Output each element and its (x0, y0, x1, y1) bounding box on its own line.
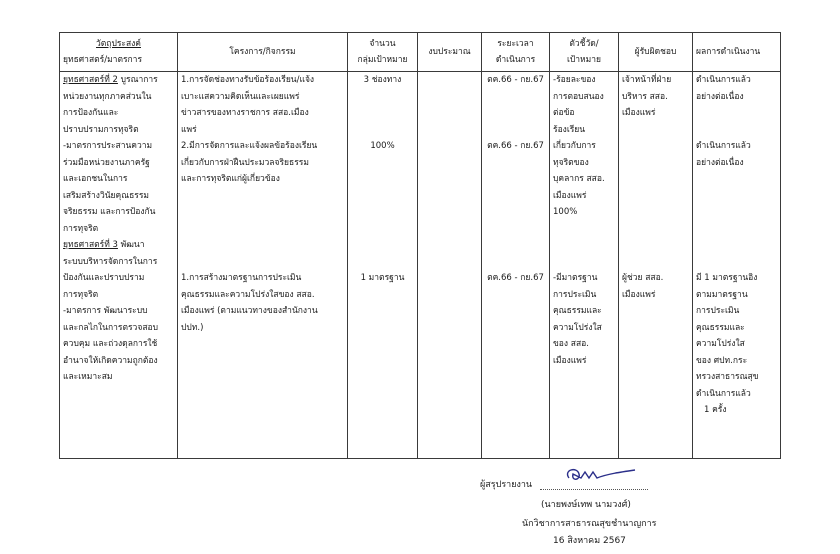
quantity-cell: 3 ช่องทาง 100% 1 มาตรฐาน (348, 72, 418, 459)
header-project: โครงการ/กิจกรรม (178, 33, 348, 72)
signature-mark (557, 464, 637, 490)
reporter-label: ผู้สรุปรายงาน (480, 480, 533, 490)
reporter-position: นักวิชาการสาธารณสุขชำนาญการ (522, 519, 657, 529)
header-indicator: ตัวชี้วัด/ เป้าหมาย (550, 33, 619, 72)
header-strategy (60, 33, 178, 72)
report-date: 16 สิงหาคม 2567 (553, 536, 626, 546)
reporter-name: (นายพงษ์เทพ นามวงศ์) (541, 500, 631, 510)
result-cell: ดำเนินการแล้ว อย่างต่อเนื่อง ดำเนินการแล้ว อย่างต่อเนื่อง มี 1 มาตรฐานอิง ตามมาตรฐาน การประเมิน คุณธรรมและ ความโปร่งใส ของ ศปท.กระ ทรวงสาธารณสุข ดำเนินการแล้ว 1 ครั้ง (693, 72, 781, 459)
header-strategy-label: ยุทธศาสตร์/มาตรการ (63, 55, 143, 65)
header-result: ผลการดำเนินงาน (693, 33, 781, 72)
table-row (60, 72, 781, 459)
strategy-3-title: ยุทธศาสตร์ที่ 3 (63, 240, 118, 250)
strategy-cell: ยุทธศาสตร์ที่ 2 บูรณาการ หน่วยงานทุกภาคส่วนใน การป้องกันและ ปราบปรามการทุจริต -มาตรการประสานความ ร่วมมือหน่วยงานภาครัฐ และเอกชนในการ เสริมสร้างวินัยคุณธรรม จริยธรรม และการป้องกัน การทุจริต ยุทธศาสตร์ที่ 3 พัฒนา ระบบบริหารจัดการในการ ป้องกันและปราบปราม การทุจริต -มาตรการ พัฒนาระบบ และกลไกในการตรวจสอบ ควบคุม และถ่วงดุลการใช้ อำนาจให้เกิดความถูกต้อง และเหมาะสม (60, 72, 178, 459)
period-cell: ตค.66 - กย.67 ตค.66 - กย.67 ตค.66 - กย.67 (482, 72, 550, 459)
indicator-cell: -ร้อยละของ การตอบสนอง ต่อข้อ ร้องเรียน เกี่ยวกับการ ทุจริตของ บุคลากร สสอ. เมืองแพร่ 100% -มีมาตรฐาน การประเมิน คุณธรรมและ ความโปร่งใส ของ สสอ. เมืองแพร่ (550, 72, 619, 459)
responsible-cell: เจ้าหน้าที่ฝ่าย บริหาร สสอ. เมืองแพร่ ผู้ช่วย สสอ. เมืองแพร่ (619, 72, 693, 459)
header-period: ระยะเวลา ดำเนินการ (482, 33, 550, 72)
signature-line (540, 489, 648, 490)
budget-cell (418, 72, 482, 459)
project-cell: 1.การจัดช่องทางรับข้อร้องเรียน/แจ้ง เบาะแสความคิดเห็นและเผยแพร่ ข่าวสารของทางราชการ สสอ.เมือง แพร่ 2.มีการจัดการและแจ้งผลข้อร้องเรียน เกี่ยวกับการฝ่าฝืนประมวลจริยธรรม และการทุจริตแก่ผู้เกี่ยวข้อง 1.การสร้างมาตรฐานการประเมิน คุณธรรมและความโปร่งใสของ สสอ. เมืองแพร่ (ตามแนวทางของสำนักงาน ปปท.) (178, 72, 348, 459)
strategy-2-title: ยุทธศาสตร์ที่ 2 (63, 75, 118, 85)
header-quantity: จำนวน กลุ่มเป้าหมาย (348, 33, 418, 72)
header-objective-label: วัตถุประสงค์ (96, 38, 141, 49)
plan-table (59, 32, 781, 459)
table-header-row (60, 33, 781, 72)
header-budget: งบประมาณ (418, 33, 482, 72)
header-responsible: ผู้รับผิดชอบ (619, 33, 693, 72)
